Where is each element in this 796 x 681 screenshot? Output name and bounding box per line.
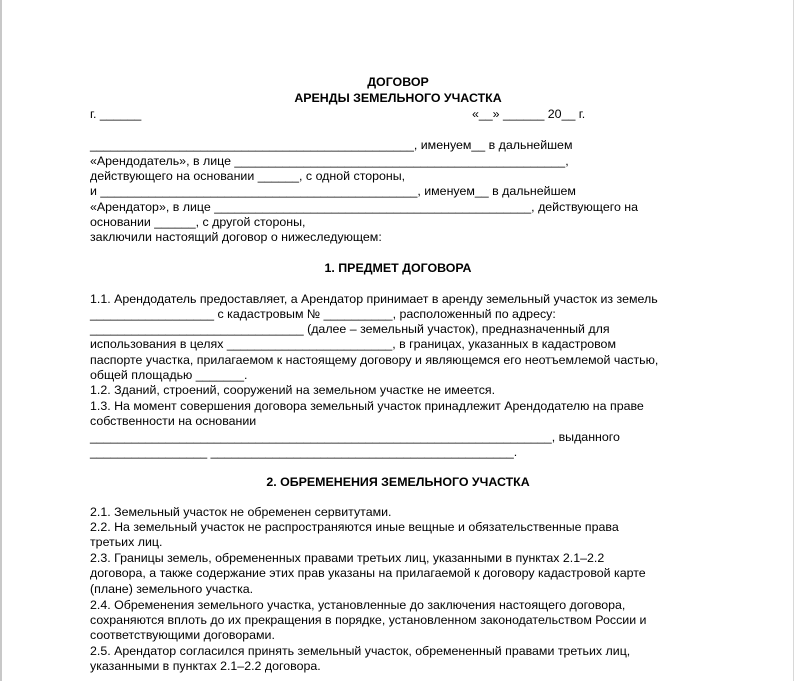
section-1-line: _______________________________ (далее – земельный участок), предназначенный для (90, 322, 610, 336)
section-2-line: соответствующими договорами. (90, 628, 275, 642)
section-1-line: 1.2. Зданий, строений, сооружений на земельном участке не имеется. (90, 383, 496, 397)
section-1-line: паспорте участка, прилагаемом к настоящему договору и являющемся его неотъемлемой частью, (90, 353, 659, 367)
section-2-line: сохраняются вплоть до их прекращения в порядке, установленном законодательством России и (90, 613, 647, 627)
party-line: заключили настоящий договор о нижеследующем: (90, 230, 382, 244)
section-2-line: 2.5. Арендатор согласился принять земельный участок, обремененный правами третьих лиц, (90, 644, 631, 658)
section-1-line: общей площадью _______. (90, 368, 248, 382)
city-field: г. ______ (90, 107, 142, 121)
section-2-line: 2.2. На земельный участок не распространяются иные вещные и обязательственные права (90, 520, 619, 534)
section-2-line: указанными в пунктах 2.1–2.2 договора. (90, 659, 321, 673)
section-2-line: 2.3. Границы земель, обремененных правами третьих лиц, указанными в пунктах 2.1–2.2 (90, 551, 605, 565)
section-2-line: 2.1. Земельный участок не обременен сервитутами. (90, 505, 392, 519)
section-1-line: _________________ ____________________________________________. (90, 445, 518, 459)
section-2-line: (плане) земельного участка. (90, 582, 254, 596)
section-1-line: использования в целях ________________________, в границах, указанных в кадастровом (90, 337, 616, 351)
title-line-1: ДОГОВОР (367, 75, 429, 89)
party-line: и ______________________________________________, именуем__ в дальнейшем (90, 184, 576, 198)
party-line: _______________________________________________, именуем__ в дальнейшем (90, 138, 573, 152)
date-field: «__» ______ 20__ г. (472, 107, 586, 121)
section-1-line: 1.3. На момент совершения договора земельный участок принадлежит Арендодателю на праве (90, 399, 644, 413)
section-2-heading: 2. ОБРЕМЕНЕНИЯ ЗЕМЕЛЬНОГО УЧАСТКА (266, 475, 530, 489)
section-1-line: __________________ с кадастровым № __________, расположенный по адресу: (90, 307, 556, 321)
section-2-line: 2.4. Обременения земельного участка, установленные до заключения настоящего договора, (90, 598, 626, 612)
section-2-line: договора, а также содержание этих прав указаны на прилагаемой к договору кадастровой карте (90, 566, 646, 580)
section-1-line: ___________________________________________________________________, выданного (90, 430, 620, 444)
section-2-line: третьих лиц. (90, 535, 163, 549)
party-line: «Арендатор», в лице ______________________________________________, действующего на (90, 200, 639, 214)
party-line: «Арендодатель», в лице ________________________________________________, (90, 154, 569, 168)
section-1-line: 1.1. Арендодатель предоставляет, а Арендатор принимает в аренду земельный участок из земель (90, 292, 658, 306)
title-line-2: АРЕНДЫ ЗЕМЕЛЬНОГО УЧАСТКА (294, 91, 502, 105)
section-1-heading: 1. ПРЕДМЕТ ДОГОВОРА (324, 261, 472, 275)
party-line: основании ______, с другой стороны, (90, 215, 306, 229)
section-1-line: собственности на основании (90, 414, 257, 428)
party-line: действующего на основании ______, с одной стороны, (90, 169, 406, 183)
